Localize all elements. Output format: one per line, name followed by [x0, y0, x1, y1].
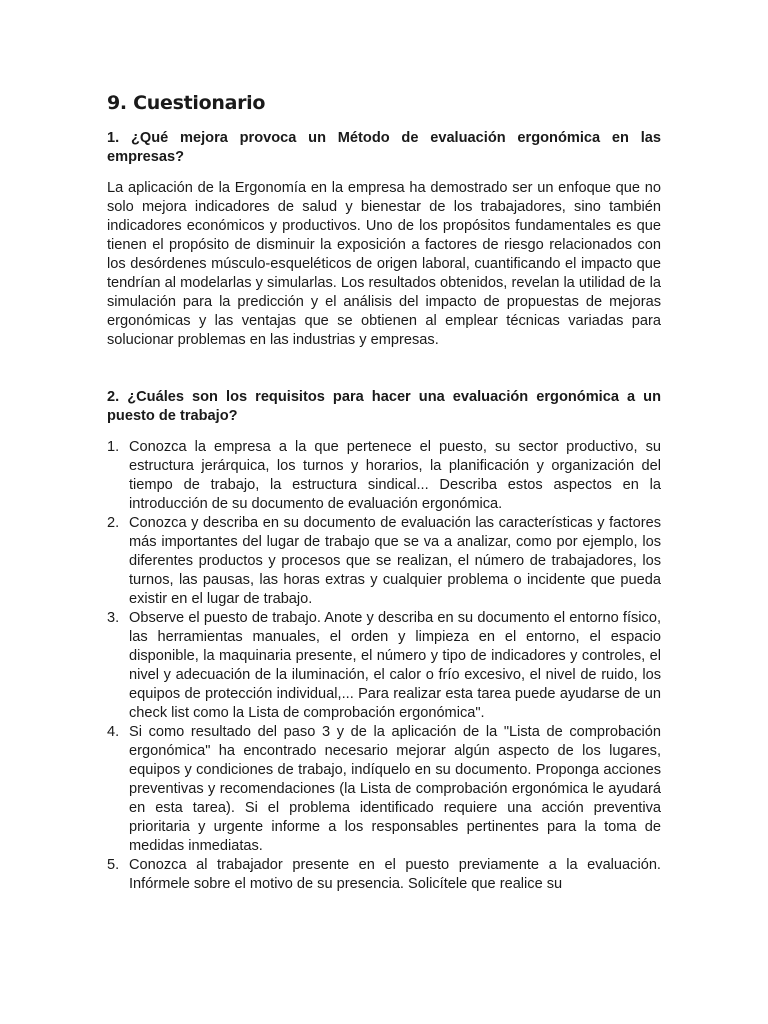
list-item	[107, 514, 661, 609]
list-item-number: 3.	[107, 610, 120, 626]
list-item	[107, 856, 661, 894]
list-item-number: 4.	[107, 724, 120, 740]
list-item-text: Observe el puesto de trabajo. Anote y describa en su documento el entorno físico, las herramientas manuales, el orden y limpieza en el entorno, el espacio disponible, la maquinaria presente, el número y tipo de indicadores y controles, el nivel y adecuación de la iluminación, el calor o frío excesivo, el nivel de ruido, los equipos de protección individual,... Para realizar esta tarea puede ayudarse de un check list como la Lista de comprobación ergonómica".	[129, 610, 661, 721]
question-2: 2. ¿Cuáles son los requisitos para hacer una evaluación ergonómica a un puesto de trabajo?	[107, 389, 661, 424]
spacer	[107, 350, 661, 388]
requirements-list	[107, 438, 661, 894]
list-item-text: Conozca la empresa a la que pertenece el puesto, su sector productivo, su estructura jerárquica, los turnos y horarios, la planificación y organización del tiempo de trabajo, la estructura sindical... Describa estos aspectos en la introducción de su documento de evaluación ergonómica.	[129, 439, 661, 512]
list-item	[107, 438, 661, 514]
list-item-text: Conozca y describa en su documento de evaluación las características y factores más importantes del lugar de trabajo que se va a analizar, como por ejemplo, los diferentes productos y procesos que se realizan, el número de trabajadores, los turnos, las pausas, las horas extras y cualquier problema o incidente que pueda existir en el lugar de trabajo.	[129, 515, 661, 607]
list-item-number: 1.	[107, 439, 120, 455]
list-item	[107, 609, 661, 723]
question-1: 1. ¿Qué mejora provoca un Método de evaluación ergonómica en las empresas?	[107, 130, 661, 165]
list-item	[107, 723, 661, 856]
list-item-number: 2.	[107, 515, 120, 531]
document-page	[107, 92, 661, 894]
list-item-text: Conozca al trabajador presente en el puesto previamente a la evaluación. Infórmele sobre el motivo de su presencia. Solicítele que realice su	[129, 857, 661, 892]
answer-1: La aplicación de la Ergonomía en la empresa ha demostrado ser un enfoque que no solo mejora indicadores de salud y bienestar de los trabajadores, sino también indicadores económicos y productivos. Uno de los propósitos fundamentales es que tienen el propósito de disminuir la exposición a factores de riesgo relacionados con los desórdenes músculo-esqueléticos de origen laboral, cuantificando el impacto que tendrían al modelarlas y simularlas. Los resultados obtenidos, revelan la utilidad de la simulación para la predicción y el análisis del impacto de propuestas de mejoras ergonómicas y las ventajas que se obtienen al emplear técnicas variadas para solucionar problemas en las industrias y empresas.	[107, 180, 661, 348]
list-item-number: 5.	[107, 857, 120, 873]
section-title: 9. Cuestionario	[107, 92, 266, 114]
list-item-text: Si como resultado del paso 3 y de la aplicación de la "Lista de comprobación ergonómica" ha encontrado necesario mejorar algún aspecto de los lugares, equipos y condiciones de trabajo, indíquelo en su documento. Proponga acciones preventivas y recomendaciones (la Lista de comprobación ergonómica le ayudará en esta tarea). Si el problema identificado requiere una acción preventiva prioritaria y urgente informe a los responsables pertinentes para la toma de medidas inmediatas.	[129, 724, 661, 854]
